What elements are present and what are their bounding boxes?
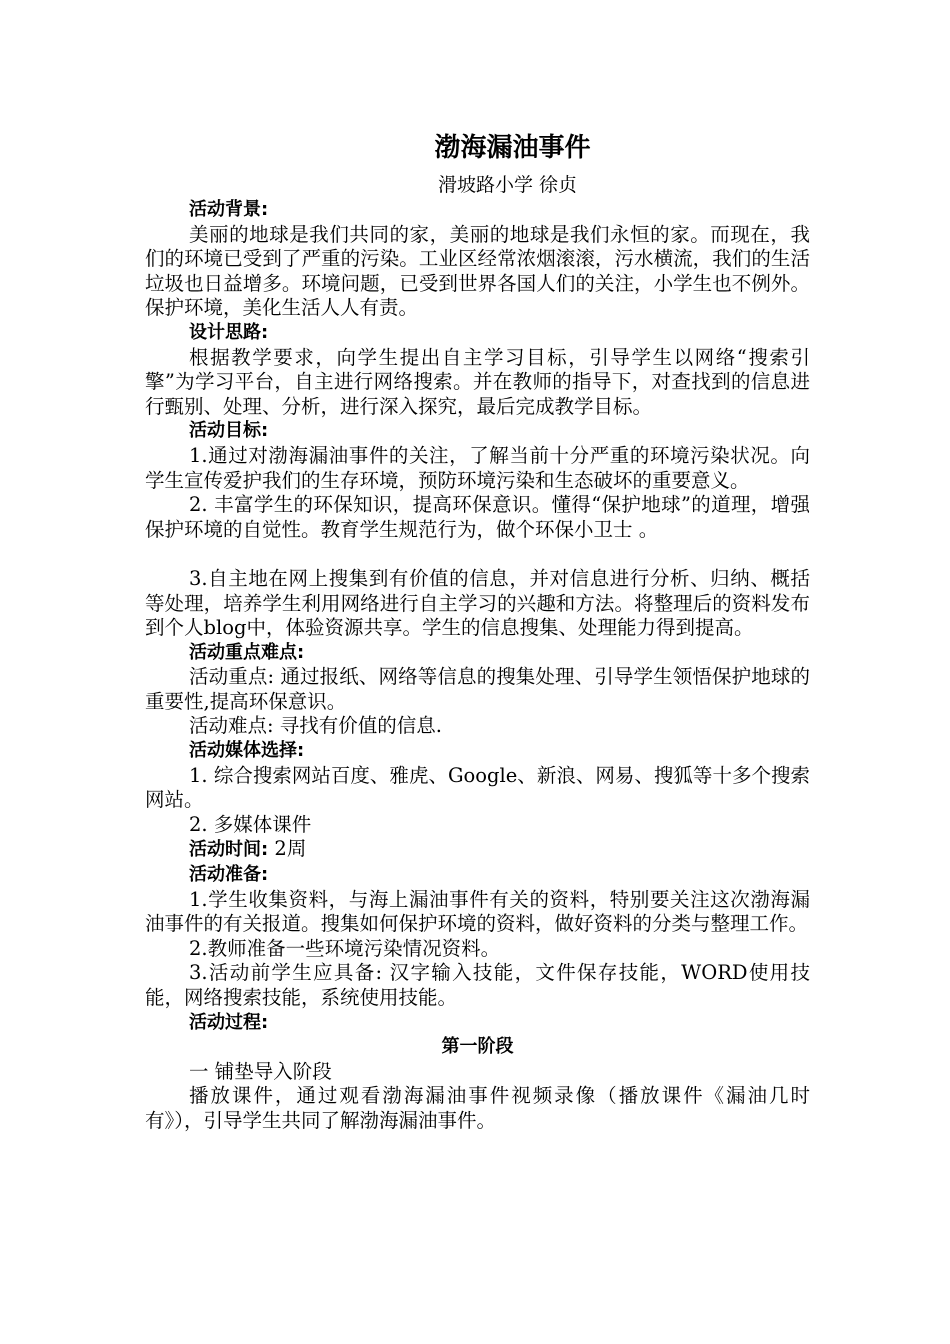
design-paragraph: 根据教学要求，向学生提出自主学习目标，引导学生以网络“搜索引擎”为学习平台，自主进行网络搜索。并在教师的指导下，对查找到的信息进行甄别、处理、分析，进行深入探究，最后完成教学目标。 xyxy=(145,345,810,418)
section-heading-key-points: 活动重点难点: xyxy=(189,641,305,663)
time-row xyxy=(145,837,810,863)
document-author: 滑坡路小学 徐贞 xyxy=(437,174,578,196)
section-heading-media: 活动媒体选择: xyxy=(189,740,305,762)
preparation-item-2: 2.教师准备一些环境污染情况资料。 xyxy=(189,936,501,960)
goal-item-1: 1.通过对渤海漏油事件的关注，了解当前十分严重的环境污染状况。向学生宣传爱护我们的生存环境，预防环境污染和生态破坏的重要意义。 xyxy=(145,443,810,492)
time-value: 2周 xyxy=(274,837,307,861)
goal-item-2: 2. 丰富学生的环保知识，提高环保意识。懂得“保护地球”的道理，增强保护环境的自觉性。教育学生规范行为，做个环保小卫士 。 xyxy=(145,493,810,541)
background-paragraph: 美丽的地球是我们共同的家，美丽的地球是我们永恒的家。而现在，我们的环境已受到了严重的污染。工业区经常浓烟滚滚，污水横流，我们的生活垃圾也日益增多。环境问题，已受到世界各国人们的关注，小学生也不例外。保护环境，美化生活人人有责。 xyxy=(145,222,810,320)
section-heading-goals: 活动目标: xyxy=(189,420,269,442)
step-paragraph: 播放课件，通过观看渤海漏油事件视频录像（播放课件《漏油几时有》），引导学生共同了解渤海漏油事件。 xyxy=(145,1084,810,1132)
media-item-2: 2. 多媒体课件 xyxy=(189,812,312,836)
key-difficulty-paragraph: 活动难点: 寻找有价值的信息. xyxy=(189,714,442,738)
section-heading-design: 设计思路: xyxy=(189,321,269,343)
section-heading-background: 活动背景: xyxy=(189,199,269,220)
media-item-1: 1. 综合搜索网站百度、雅虎、Google、新浪、网易、搜狐等十多个搜索网站。 xyxy=(145,763,810,812)
key-focus-paragraph: 活动重点: 通过报纸、网络等信息的搜集处理、引导学生领悟保护地球的重要性,提高环保意识。 xyxy=(145,665,810,713)
section-heading-time: 活动时间: xyxy=(189,839,269,861)
section-heading-process: 活动过程: xyxy=(189,1011,269,1033)
preparation-item-1: 1.学生收集资料，与海上漏油事件有关的资料，特别要关注这次渤海漏油事件的有关报道。搜集如何保护环境的资料，做好资料的分类与整理工作。 xyxy=(145,887,810,936)
preparation-item-3: 3.活动前学生应具备: 汉字输入技能，文件保存技能，WORD使用技能，网络搜索技能，系统使用技能。 xyxy=(145,961,810,1009)
step-title: 一 铺垫导入阶段 xyxy=(189,1059,332,1083)
document-page xyxy=(145,128,810,1134)
blank-line xyxy=(145,542,810,567)
document-title: 渤海漏油事件 xyxy=(434,133,591,163)
goal-item-3: 3.自主地在网上搜集到有价值的信息，并对信息进行分析、归纳、概括等处理，培养学生利用网络进行自主学习的兴趣和方法。将整理后的资料发布到个人blog中，体验资源共享。学生的信息搜集、处理能力得到提高。 xyxy=(145,566,810,640)
section-heading-preparation: 活动准备: xyxy=(189,864,269,886)
phase-title: 第一阶段 xyxy=(441,1036,514,1058)
